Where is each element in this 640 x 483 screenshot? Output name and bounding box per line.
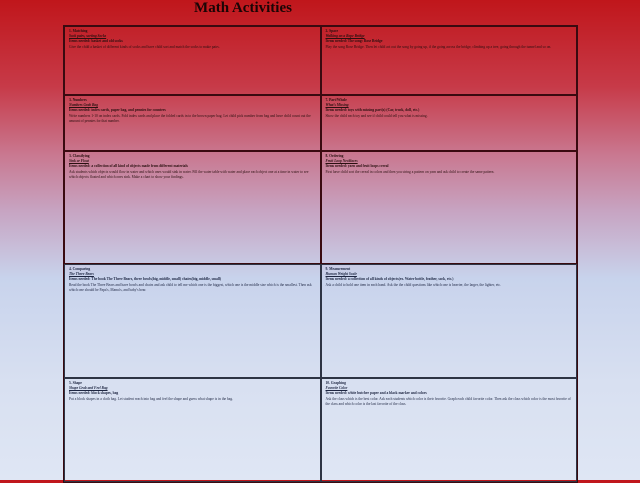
activity-number: 8. Ordering	[325, 154, 344, 158]
activities-table	[63, 25, 578, 483]
activity-title: Numbers Grab Bag	[69, 103, 98, 108]
activity-items: Items needed: yarn and fruit loops cereal	[325, 164, 389, 169]
activity-description: Ask the class which is the best color. Ask each students which color is their favorite. Graph each child favorite color. Then ask the class which color is the most favorite of the class and which color is the last favorite of the class.	[325, 396, 571, 406]
activity-items: Items needed: toys with missing part(s) (Car, truck, doll, etc.)	[325, 108, 420, 113]
activity-items: Items needed: The song: Rose Bridge	[325, 39, 383, 44]
table-row	[64, 378, 577, 482]
activity-cell-comparing	[64, 264, 321, 378]
table-row	[64, 26, 577, 95]
table-row	[64, 151, 577, 264]
activity-title: What's Missing	[325, 103, 349, 108]
activity-items: Items needed: a collection of all kinds of objects(ex. Water bottle, feather, sock, etc.)	[325, 277, 454, 282]
activity-description: Read the book The Three Bears and have bowls and chairs and ask child to tell me which one is the biggest, which one is the middle size which is the smallest. Then ask which one should be Papa's, Mama's, and baby's bear.	[69, 282, 312, 292]
activity-description: Play the song Rose Bridge. Then let child act out the song by going up, if the going across the bridge, climbing up a tree, going through the tunnel and so on.	[325, 44, 552, 49]
activity-items: Items needed: a collection of all kind of objects made from different materials	[69, 164, 188, 169]
activity-cell-classifying	[64, 151, 321, 264]
activity-cell-numbers	[64, 95, 321, 151]
activity-cell-ordering	[321, 151, 578, 264]
activity-number: 1. Matching	[69, 29, 88, 33]
activity-title: Walking on a Rope Bridge	[325, 34, 365, 39]
activity-cell-space	[321, 26, 578, 95]
activity-description: Show the child each toy and see if child could tell you what is missing.	[325, 113, 428, 118]
activity-title: The Three Bears	[69, 272, 94, 277]
activity-description: Write numbers 1-10 on index cards. Fold index cards and place the folded cards in to the brown paper bag. Let child pick number from bag and have child count out the amount of pennies for that number.	[69, 113, 311, 123]
activity-number: 5. Shape	[69, 381, 82, 385]
table-row	[64, 264, 577, 378]
activity-number: 3. Numbers	[69, 98, 87, 102]
activity-cell-measurement	[321, 264, 578, 378]
activity-description: Put a block shapes in a cloth bag. Let student reach into bag and feel the shape and guess what shape is in the bag.	[69, 396, 234, 401]
activity-title: Shape Grab and Feel Bag	[69, 386, 108, 391]
activity-description: Ask a child to hold one item in each hand. Ask the the child questions like which one is heavier, the larger, the lighter, etc.	[325, 282, 501, 287]
activity-description: Give the child a basket of different kinds of socks and have child sort and match the socks to make pairs.	[69, 44, 220, 49]
activity-cell-matching	[64, 26, 321, 95]
activity-items: Items needed: The book The Three Bears, three bowls(big, middle, small) chairs(big, middle, small)	[69, 277, 222, 282]
activity-title: Sock pairs, sorting Socks	[69, 34, 107, 39]
activity-title: Sink or Float	[69, 159, 89, 164]
activity-number: 7. Part/Whole	[325, 98, 347, 102]
activity-cell-graphing	[321, 378, 578, 482]
activity-cell-part-whole	[321, 95, 578, 151]
page-title: Math Activities	[194, 0, 292, 16]
activity-title: Favorite Color	[325, 386, 348, 391]
activity-number: 10. Graphing	[325, 381, 346, 385]
activity-items: Items needed: block shapes, bag	[69, 391, 119, 396]
activity-title: Fruit Loop Necklaces	[325, 159, 358, 164]
activity-number: 3. Classifying	[69, 154, 90, 158]
activity-number: 2. Space	[325, 29, 339, 33]
activity-description: First have child sort the cereal in colors and then you string a pattern on yarn and ask child to create the same pattern.	[325, 169, 495, 174]
activity-description: Ask students which objects would flow in water and which ones would sink in water. Fill the water table with water and place each object one at a time in water to see which objects floated and which ones sink. Make a chart to show your findings.	[69, 169, 309, 179]
activity-number: 4. Comparing	[69, 267, 91, 271]
activity-items: Items needed: basket and old socks	[69, 39, 123, 44]
activity-cell-shape	[64, 378, 321, 482]
table-row	[64, 95, 577, 151]
activity-items: Items needed: white butcher paper and a black marker and colors	[325, 391, 427, 396]
activity-items: Items needed: index cards, paper bag, and pennies for counters	[69, 108, 166, 113]
activity-number: 9. Measurement	[325, 267, 351, 271]
activity-title: Human Weight Scale	[325, 272, 357, 277]
